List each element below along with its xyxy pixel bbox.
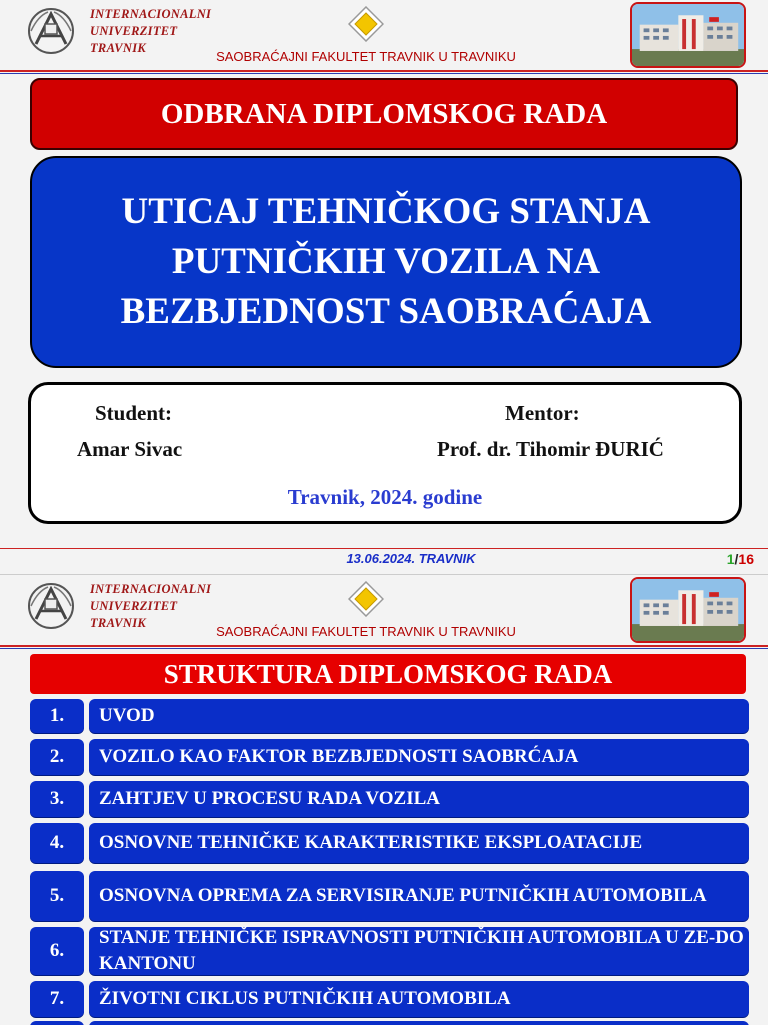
toc-item-number: 3. [30,781,84,817]
place-date: Travnik, 2024. godine [287,485,483,509]
header-divider-blue [0,648,768,649]
footer-divider [0,548,768,549]
structure-heading: STRUKTURA DIPLOMSKOG RADA [30,654,746,694]
toc-item-text: VOZILO KAO FAKTOR BEZBJEDNOSTI SAOBRĆAJA [89,739,749,775]
toc-item-number: 6. [30,927,84,975]
toc-item-number: 2. [30,739,84,775]
toc-item-number: 1. [30,699,84,733]
header-divider-blue [0,73,768,74]
toc-item-text: OSNOVNE TEHNIČKE KARAKTERISTIKE EKSPLOATACIJE [89,823,749,863]
faculty-building-image [630,2,746,68]
university-line-3: TRAVNIK [90,616,147,630]
page-number [727,551,754,567]
toc-item-number [30,1021,84,1025]
header-divider [0,645,768,647]
defense-banner: ODBRANA DIPLOMSKOG RADA [30,78,738,150]
university-line-3: TRAVNIK [90,41,147,55]
university-line-2: UNIVERZITET [90,599,178,613]
page-current: 1 [726,551,735,567]
university-line-2: UNIVERZITET [90,24,178,38]
faculty-name: SAOBRAĆAJNI FAKULTET TRAVNIK U TRAVNIKU [216,49,516,64]
toc-item-number: 5. [30,871,84,921]
faculty-building-image [630,577,746,643]
toc-item-text: ZAHTJEV U PROCESU RADA VOZILA [89,781,749,817]
university-line-1: INTERNACIONALNI [90,7,212,21]
toc-item-number: 7. [30,981,84,1017]
footer-date: 13.06.2024. TRAVNIK [346,551,476,566]
toc-item-text: UVOD [89,699,749,733]
header-divider [0,70,768,72]
structure-slide [0,574,768,1025]
university-line-1: INTERNACIONALNI [90,582,212,596]
traffic-sign-logo [348,6,384,42]
student-name: Amar Sivac [77,437,183,461]
toc-item-text: ŽIVOTNI CIKLUS PUTNIČKIH AUTOMOBILA [89,981,749,1017]
author-info-box [28,382,742,524]
page-separator: / [734,551,739,567]
thesis-title [30,156,742,368]
traffic-sign-logo [348,581,384,617]
student-label: Student: [95,401,173,425]
faculty-name: SAOBRAĆAJNI FAKULTET TRAVNIK U TRAVNIKU [216,624,516,639]
mentor-name: Prof. dr. Tihomir ĐURIĆ [437,437,664,461]
thesis-title-line-2: PUTNIČKIH VOZILA NA [171,241,601,282]
toc-item-text: OSNOVNA OPREMA ZA SERVISIRANJE PUTNIČKIH AUTOMOBILA [89,871,749,921]
toc-item-number: 4. [30,823,84,863]
mentor-label: Mentor: [505,401,580,425]
thesis-title-line-3: BEZBJEDNOST SAOBRAĆAJA [120,291,652,332]
thesis-title-line-1: UTICAJ TEHNIČKOG STANJA [121,191,651,232]
toc-item-text [89,1021,749,1025]
page-total: 16 [738,551,754,567]
toc-item-text: STANJE TEHNIČKE ISPRAVNOSTI PUTNIČKIH AUTOMOBILA U ZE-DO KANTONU [89,927,749,975]
